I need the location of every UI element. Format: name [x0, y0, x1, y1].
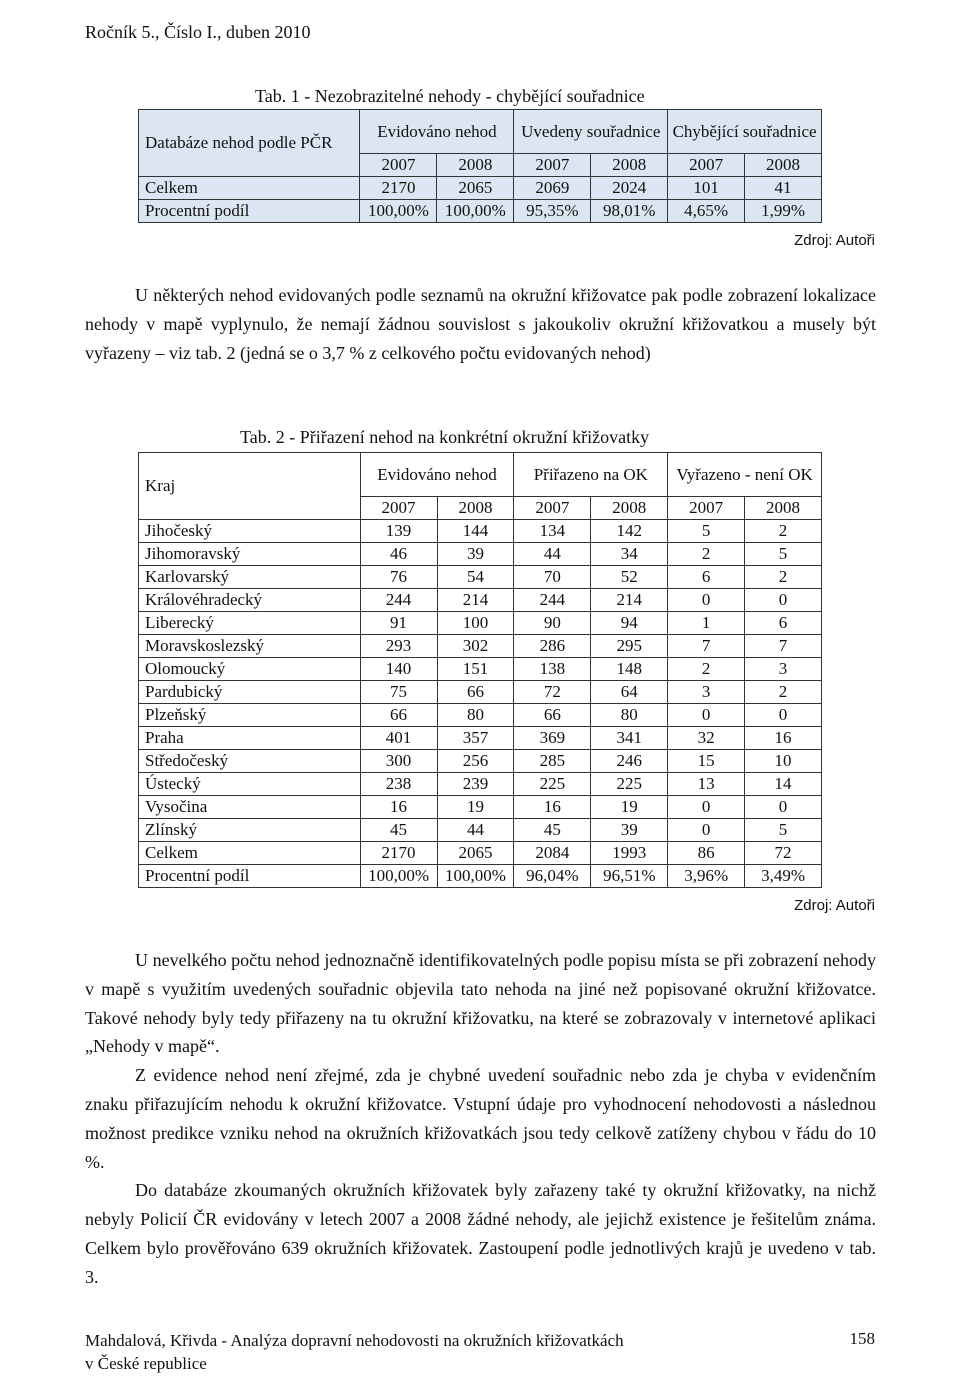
paragraph-text: Z evidence nehod není zřejmé, zda je chybné uvedení souřadnic nebo zda je chyba v evidenčním znaku přiřazujícím nehodu k okružní křižovatce. Vstupní údaje pro vyhodnocení nehodovosti a následnou možnost predikce vzniku nehod na okružních křižovatkách jsou tedy celkově zatíženy chybou v řádu do 10 %.	[85, 1065, 876, 1172]
cell: 139	[360, 520, 437, 543]
page-number: 158	[849, 1329, 875, 1348]
cell: 6	[668, 566, 745, 589]
cell: 3,49%	[745, 865, 822, 888]
table2-caption: Tab. 2 - Přiřazení nehod na konkrétní okružní křižovatky	[240, 427, 650, 447]
cell: 2084	[514, 842, 591, 865]
cell: 2	[745, 520, 822, 543]
table1-year: 2007	[668, 154, 745, 177]
cell: 300	[360, 750, 437, 773]
cell: 72	[514, 681, 591, 704]
cell: 45	[360, 819, 437, 842]
row-label: Pardubický	[139, 681, 361, 704]
row-label: Karlovarský	[139, 566, 361, 589]
table2-source: Zdroj: Autoři	[794, 897, 875, 914]
cell: 86	[668, 842, 745, 865]
row-label: Procentní podíl	[139, 865, 361, 888]
cell: 66	[514, 704, 591, 727]
table-row	[139, 681, 822, 704]
cell: 1	[668, 612, 745, 635]
cell: 148	[591, 658, 668, 681]
row-label: Středočeský	[139, 750, 361, 773]
cell: 295	[591, 635, 668, 658]
row-label: Plzeňský	[139, 704, 361, 727]
paragraph-1	[85, 281, 876, 367]
cell: 214	[591, 589, 668, 612]
cell: 70	[514, 566, 591, 589]
cell: 98,01%	[591, 200, 668, 223]
cell: 101	[668, 177, 745, 200]
table2-group-header: Vyřazeno - není OK	[668, 453, 822, 497]
cell: 100,00%	[360, 200, 437, 223]
cell: 138	[514, 658, 591, 681]
cell: 238	[360, 773, 437, 796]
cell: 5	[745, 819, 822, 842]
cell: 2170	[360, 177, 437, 200]
paragraph-text: U nevelkého počtu nehod jednoznačně identifikovatelných podle popisu místa se při zobrazení nehody v mapě s využitím uvedených souřadnic objevila tato nehoda na jiné než popisované okružní křižovatce. Takové nehody byly tedy přiřazeny na tu okružní křižovatku, na které se zobrazovaly v internetové aplikaci „Nehody v mapě“.	[85, 950, 876, 1057]
table1-year: 2007	[360, 154, 437, 177]
cell: 94	[591, 612, 668, 635]
cell: 5	[668, 520, 745, 543]
cell: 3	[668, 681, 745, 704]
table-row	[139, 750, 822, 773]
cell: 19	[591, 796, 668, 819]
cell: 0	[668, 589, 745, 612]
cell: 45	[514, 819, 591, 842]
cell: 100,00%	[360, 865, 437, 888]
table1-source: Zdroj: Autoři	[794, 232, 875, 249]
cell: 16	[514, 796, 591, 819]
table-row	[139, 612, 822, 635]
table2-group-header: Přiřazeno na OK	[514, 453, 668, 497]
table-row	[139, 773, 822, 796]
cell: 54	[437, 566, 514, 589]
cell: 66	[437, 681, 514, 704]
table2-year: 2008	[745, 497, 822, 520]
cell: 0	[668, 819, 745, 842]
cell: 41	[745, 177, 822, 200]
table2-rowhead: Kraj	[139, 453, 361, 520]
cell: 1,99%	[745, 200, 822, 223]
cell: 2065	[437, 177, 514, 200]
cell: 256	[437, 750, 514, 773]
table2-year: 2007	[668, 497, 745, 520]
cell: 3	[745, 658, 822, 681]
table-row	[139, 635, 822, 658]
cell: 244	[360, 589, 437, 612]
cell: 32	[668, 727, 745, 750]
table-row	[139, 658, 822, 681]
table1-group-header: Uvedeny souřadnice	[514, 110, 668, 154]
table-row	[139, 543, 822, 566]
cell: 95,35%	[514, 200, 591, 223]
paragraph-text: Do databáze zkoumaných okružních křižovatek byly zařazeny také ty okružní křižovatky, na nichž nebyly Policií ČR evidovány v letech 2007 a 2008 žádné nehody, ale jejichž existence je řešitelům známa. Celkem bylo prověřováno 639 okružních křižovatek. Zastoupení podle jednotlivých krajů je uvedeno v tab. 3.	[85, 1180, 876, 1287]
cell: 96,51%	[591, 865, 668, 888]
cell: 369	[514, 727, 591, 750]
cell: 46	[360, 543, 437, 566]
cell: 2	[668, 658, 745, 681]
row-label: Celkem	[139, 177, 360, 200]
cell: 134	[514, 520, 591, 543]
paragraph-2	[85, 946, 876, 1292]
cell: 341	[591, 727, 668, 750]
cell: 91	[360, 612, 437, 635]
cell: 14	[745, 773, 822, 796]
cell: 75	[360, 681, 437, 704]
cell: 19	[437, 796, 514, 819]
cell: 5	[745, 543, 822, 566]
table-row	[139, 796, 822, 819]
cell: 100	[437, 612, 514, 635]
row-label: Zlínský	[139, 819, 361, 842]
cell: 286	[514, 635, 591, 658]
table-row	[139, 566, 822, 589]
table1-caption: Tab. 1 - Nezobrazitelné nehody - chybějící souřadnice	[255, 86, 645, 106]
row-label: Královéhradecký	[139, 589, 361, 612]
row-label: Praha	[139, 727, 361, 750]
cell: 214	[437, 589, 514, 612]
cell: 225	[514, 773, 591, 796]
cell: 293	[360, 635, 437, 658]
cell: 1993	[591, 842, 668, 865]
cell: 2069	[514, 177, 591, 200]
cell: 52	[591, 566, 668, 589]
cell: 302	[437, 635, 514, 658]
cell: 100,00%	[437, 200, 514, 223]
cell: 142	[591, 520, 668, 543]
cell: 44	[514, 543, 591, 566]
table2-year: 2007	[514, 497, 591, 520]
cell: 151	[437, 658, 514, 681]
cell: 0	[745, 704, 822, 727]
table1-group-header: Evidováno nehod	[360, 110, 514, 154]
cell: 239	[437, 773, 514, 796]
table-row	[139, 520, 822, 543]
cell: 4,65%	[668, 200, 745, 223]
cell: 244	[514, 589, 591, 612]
row-label: Ústecký	[139, 773, 361, 796]
cell: 44	[437, 819, 514, 842]
table1-group-header: Chybějící souřadnice	[668, 110, 822, 154]
cell: 16	[360, 796, 437, 819]
row-label: Olomoucký	[139, 658, 361, 681]
table-row	[139, 177, 822, 200]
cell: 80	[591, 704, 668, 727]
table-row	[139, 727, 822, 750]
cell: 140	[360, 658, 437, 681]
footer-line: v České republice	[85, 1354, 207, 1373]
cell: 6	[745, 612, 822, 635]
cell: 0	[745, 796, 822, 819]
table1-rowhead: Databáze nehod podle PČR	[139, 110, 360, 177]
cell: 2170	[360, 842, 437, 865]
cell: 7	[745, 635, 822, 658]
cell: 7	[668, 635, 745, 658]
table1-year: 2008	[591, 154, 668, 177]
row-label: Liberecký	[139, 612, 361, 635]
row-label: Procentní podíl	[139, 200, 360, 223]
cell: 2065	[437, 842, 514, 865]
row-label: Vysočina	[139, 796, 361, 819]
cell: 39	[591, 819, 668, 842]
cell: 10	[745, 750, 822, 773]
running-header: Ročník 5., Číslo I., duben 2010	[85, 22, 311, 42]
cell: 96,04%	[514, 865, 591, 888]
cell: 72	[745, 842, 822, 865]
cell: 13	[668, 773, 745, 796]
table1	[138, 109, 822, 223]
cell: 357	[437, 727, 514, 750]
table-row	[139, 200, 822, 223]
cell: 2	[745, 681, 822, 704]
table-row	[139, 865, 822, 888]
cell: 285	[514, 750, 591, 773]
cell: 2	[668, 543, 745, 566]
table2	[138, 452, 822, 888]
table1-year: 2008	[437, 154, 514, 177]
cell: 3,96%	[668, 865, 745, 888]
paragraph-text: U některých nehod evidovaných podle seznamů na okružní křižovatce pak podle zobrazení lokalizace nehody v mapě vyplynulo, že nemají žádnou souvislost s jakoukoliv okružní křižovatkou a musely být vyřazeny – viz tab. 2 (jedná se o 3,7 % z celkového počtu evidovaných nehod)	[85, 285, 876, 363]
table-row	[139, 704, 822, 727]
cell: 16	[745, 727, 822, 750]
table-row	[139, 842, 822, 865]
row-label: Moravskoslezský	[139, 635, 361, 658]
cell: 246	[591, 750, 668, 773]
table1-year: 2008	[745, 154, 822, 177]
table-row	[139, 589, 822, 612]
table-row	[139, 819, 822, 842]
table2-year: 2008	[591, 497, 668, 520]
cell: 0	[745, 589, 822, 612]
footer	[85, 1329, 624, 1375]
cell: 401	[360, 727, 437, 750]
table2-group-header: Evidováno nehod	[360, 453, 514, 497]
cell: 15	[668, 750, 745, 773]
footer-line: Mahdalová, Křivda - Analýza dopravní nehodovosti na okružních křižovatkách	[85, 1331, 624, 1350]
cell: 225	[591, 773, 668, 796]
cell: 90	[514, 612, 591, 635]
table2-year: 2008	[437, 497, 514, 520]
cell: 2	[745, 566, 822, 589]
cell: 76	[360, 566, 437, 589]
cell: 2024	[591, 177, 668, 200]
table1-year: 2007	[514, 154, 591, 177]
cell: 0	[668, 796, 745, 819]
cell: 39	[437, 543, 514, 566]
cell: 34	[591, 543, 668, 566]
cell: 66	[360, 704, 437, 727]
row-label: Jihočeský	[139, 520, 361, 543]
row-label: Celkem	[139, 842, 361, 865]
cell: 0	[668, 704, 745, 727]
table2-year: 2007	[360, 497, 437, 520]
cell: 80	[437, 704, 514, 727]
cell: 64	[591, 681, 668, 704]
cell: 100,00%	[437, 865, 514, 888]
cell: 144	[437, 520, 514, 543]
row-label: Jihomoravský	[139, 543, 361, 566]
